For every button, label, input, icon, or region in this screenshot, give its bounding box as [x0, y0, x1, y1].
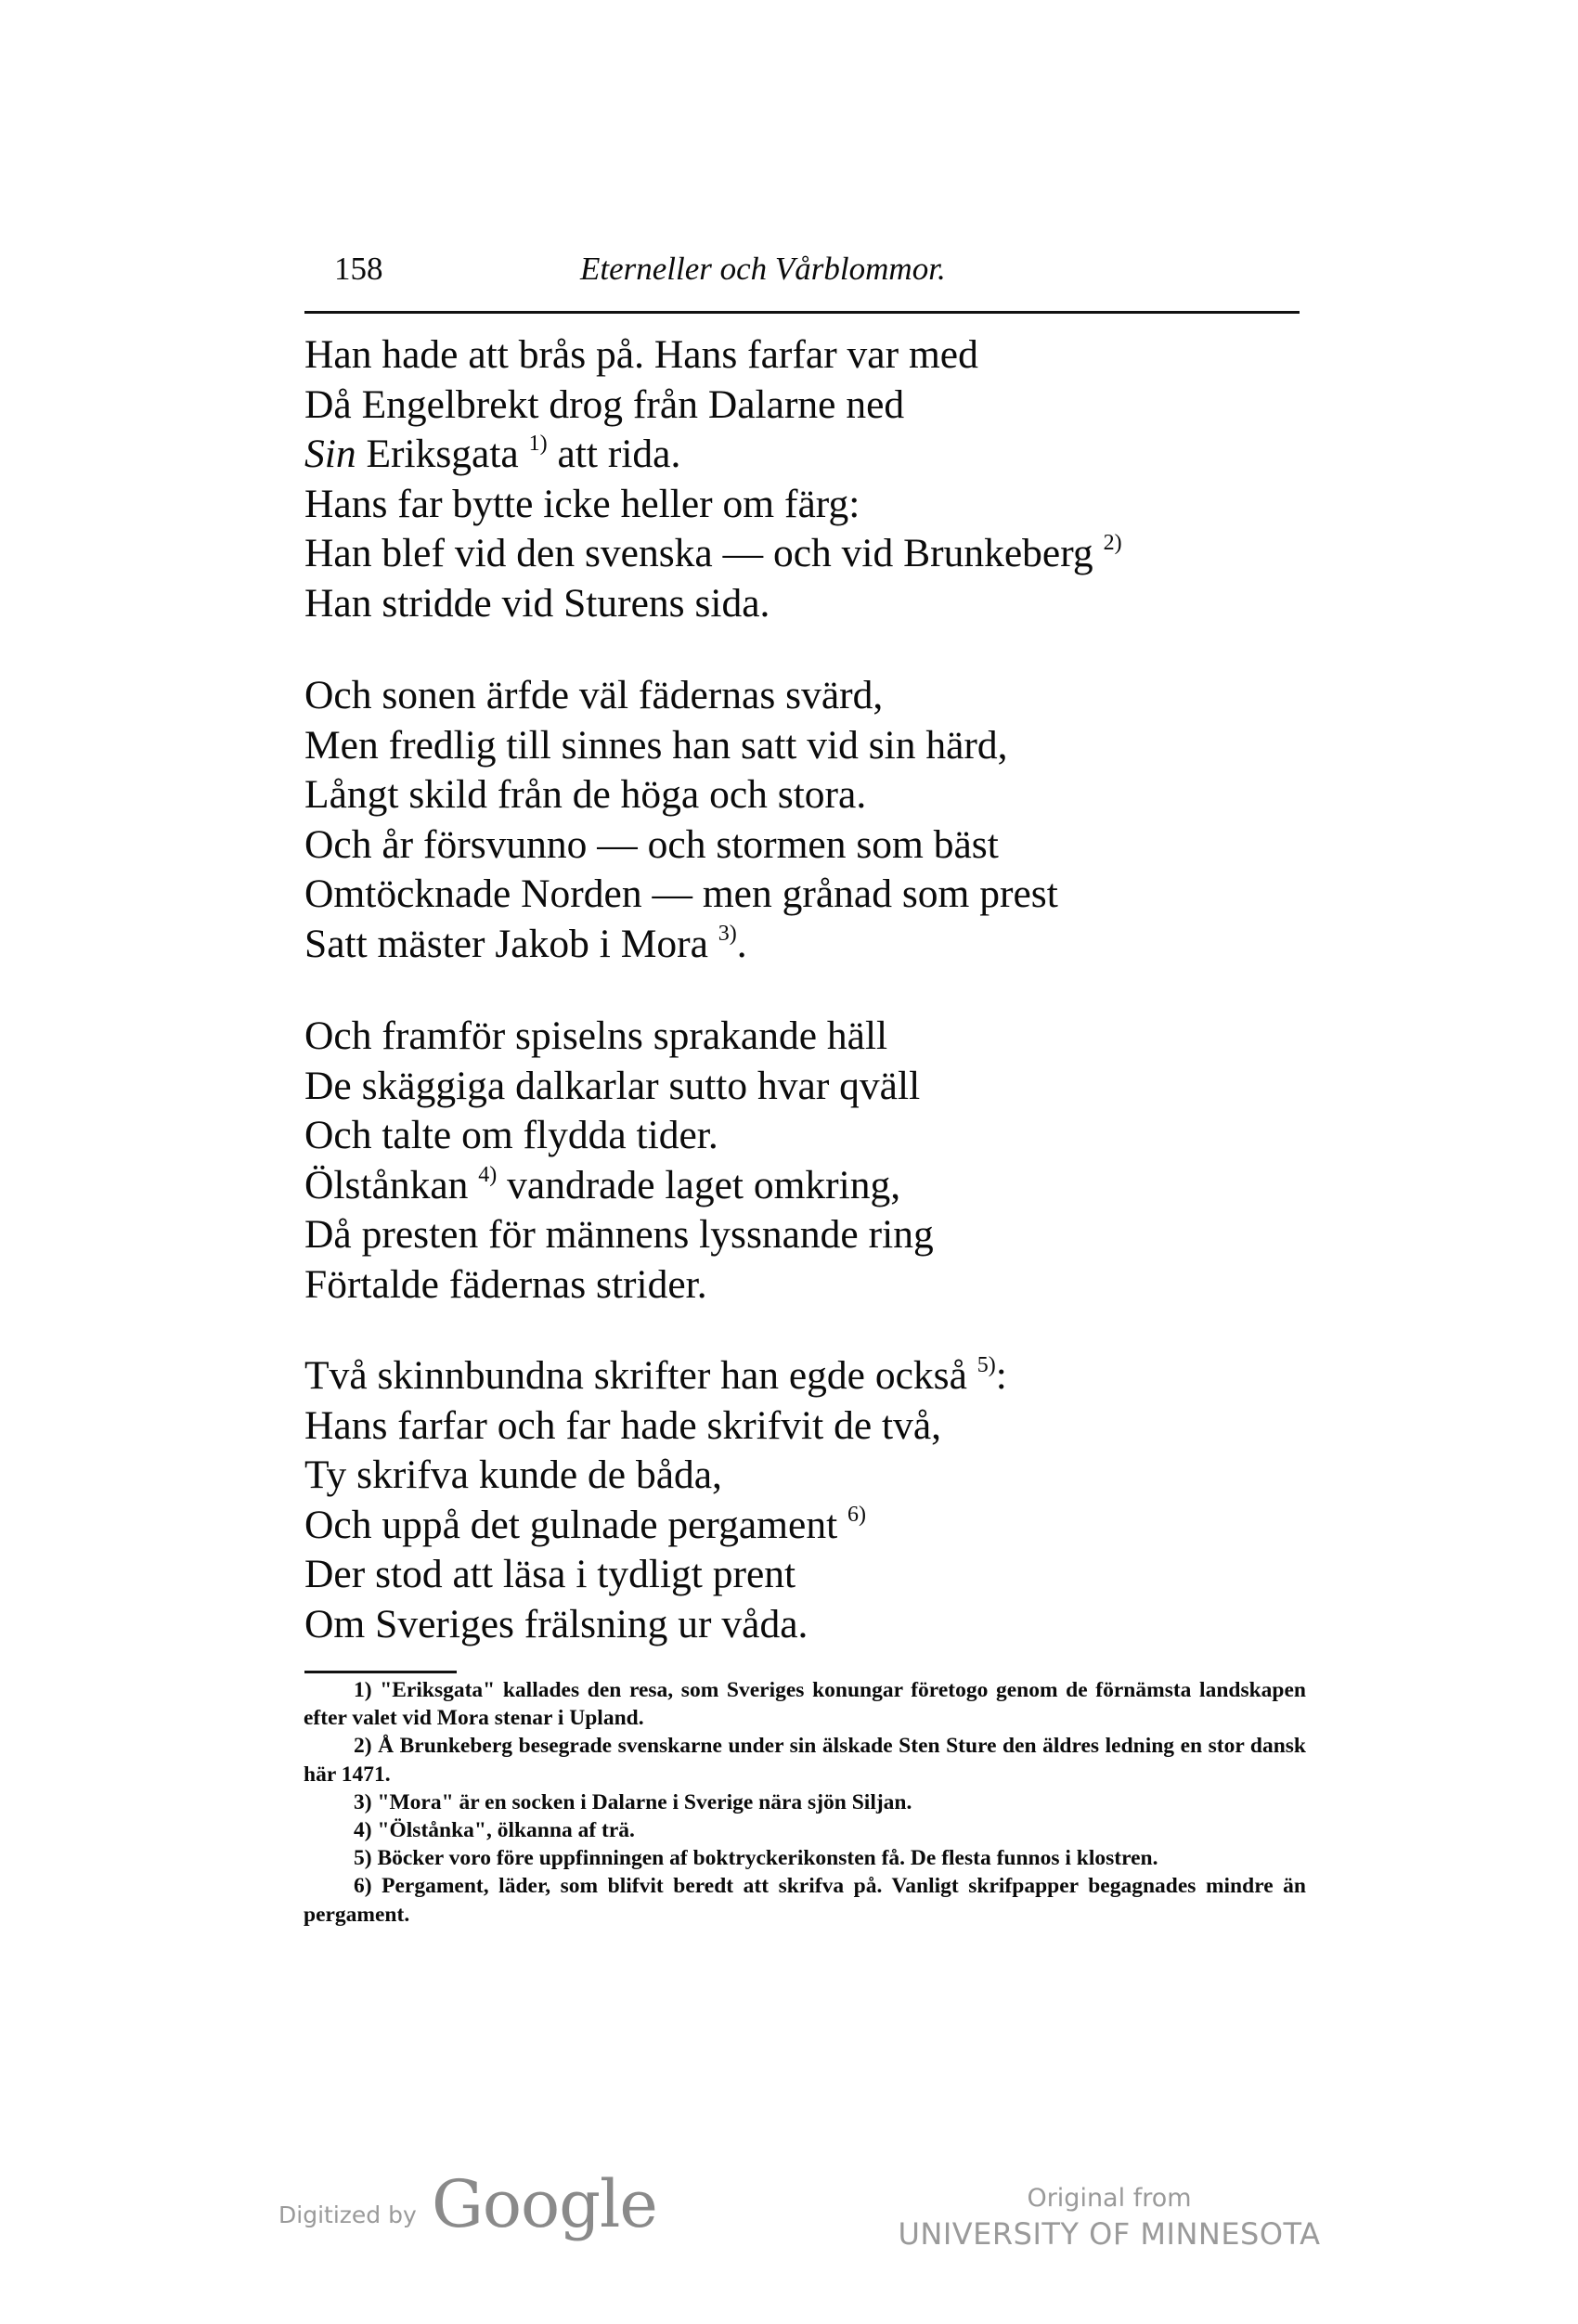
verse-line: Då Engelbrekt drog från Dalarne ned: [304, 381, 905, 427]
verse-line: Och uppå det gulnade pergament $^{6)}$: [304, 1502, 867, 1547]
page-number: 158: [334, 251, 383, 287]
verse-line: Långt skild från de höga och stora.: [304, 772, 867, 817]
verse-line: Och framför spiselns sprakande häll: [304, 1014, 888, 1058]
verse-line: Ölstånkan $^{4)}$ vandrade laget omkring,: [304, 1162, 901, 1207]
original-from-watermark: [886, 2183, 1332, 2253]
verse-line: De skäggiga dalkarlar sutto hvar qväll: [304, 1063, 921, 1108]
verse-line: Han hade att brås på. Hans farfar var med: [304, 332, 978, 377]
verse-line: Två skinnbundna skrifter han egde också $^{5)}$:: [304, 1353, 1007, 1398]
footnotes: [304, 1676, 1306, 1929]
footnote-1: 1) "Eriksgata" kallades den resa, som Sveriges konungar företogo genom de förnämsta landskapen efter valet vid Mora stenar i Upland.: [304, 1678, 1306, 1731]
footnote-marker: 2): [1103, 531, 1122, 555]
stanza-2: [304, 671, 1372, 969]
footnote-2: 2) Å Brunkeberg besegrade svenskarne under sin älskade Sten Sture den äldres ledning en stor dansk här 1471.: [304, 1734, 1306, 1787]
digitized-by-label: Digitized by: [278, 2201, 417, 2228]
stanza-4: [304, 1351, 1372, 1649]
verse-line: Då presten för männens lyssnande ring: [304, 1212, 934, 1257]
verse-line: Sin Eriksgata $^{1)}$ att rida.: [304, 432, 681, 476]
footnote-marker: 5): [977, 1353, 996, 1377]
footnote-3: 3) "Mora" är en socken i Dalarne i Sverige nära sjön Siljan.: [354, 1789, 912, 1814]
footnote-5: 5) Böcker voro före uppfinningen af boktryckerikonsten få. De flesta funnos i klostren.: [354, 1846, 1158, 1871]
verse-line: Och år försvunno — och stormen som bäst: [304, 821, 999, 867]
stanza-1: [304, 330, 1372, 628]
running-header: [306, 251, 1300, 295]
verse-line: Om Sveriges frälsning ur våda.: [304, 1601, 808, 1646]
header-rule: [304, 311, 1300, 314]
verse-line: Han blef vid den svenska — och vid Brunkeberg $^{2)}$: [304, 531, 1122, 575]
running-title: Eterneller och Vårblommor.: [580, 251, 946, 287]
footnote-marker: 1): [528, 432, 548, 456]
verse-line: Omtöcknade Norden — men grånad som prest: [304, 872, 1058, 916]
original-from-label: Original from: [1027, 2184, 1192, 2213]
verse-line: Och sonen ärfde väl fädernas svärd,: [304, 673, 884, 717]
footnote-marker: 6): [847, 1502, 867, 1527]
verse-line: Och talte om flydda tider.: [304, 1113, 718, 1157]
footnote-marker: 4): [478, 1162, 498, 1187]
verse-line: Ty skrifva kunde de båda,: [304, 1452, 722, 1497]
verse-line: Han stridde vid Sturens sida.: [304, 580, 770, 626]
footnote-rule: [304, 1671, 457, 1673]
google-logo: Google: [432, 2166, 657, 2242]
verse-line: Der stod att läsa i tydligt prent: [304, 1552, 796, 1596]
verse-line: Hans far bytte icke heller om färg:: [304, 481, 860, 526]
footnote-4: 4) "Ölstånka", ölkanna af trä.: [354, 1818, 635, 1843]
university-label: UNIVERSITY OF MINNESOTA: [898, 2216, 1321, 2252]
footnote-marker: 3): [718, 921, 737, 946]
verse-line: Men fredlig till sinnes han satt vid sin härd,: [304, 722, 1008, 768]
footnote-6: 6) Pergament, läder, som blifvit beredt att skrifva på. Vanligt skrifpapper begagnades mindre än pergament.: [304, 1874, 1306, 1927]
italic-word: Sin: [304, 432, 356, 476]
verse-line: Förtalde fädernas strider.: [304, 1261, 707, 1307]
verse-line: Hans farfar och far hade skrifvit de två,: [304, 1402, 942, 1448]
verse-line: Satt mäster Jakob i Mora $^{3)}$.: [304, 921, 747, 966]
stanza-3: [304, 1012, 1372, 1310]
